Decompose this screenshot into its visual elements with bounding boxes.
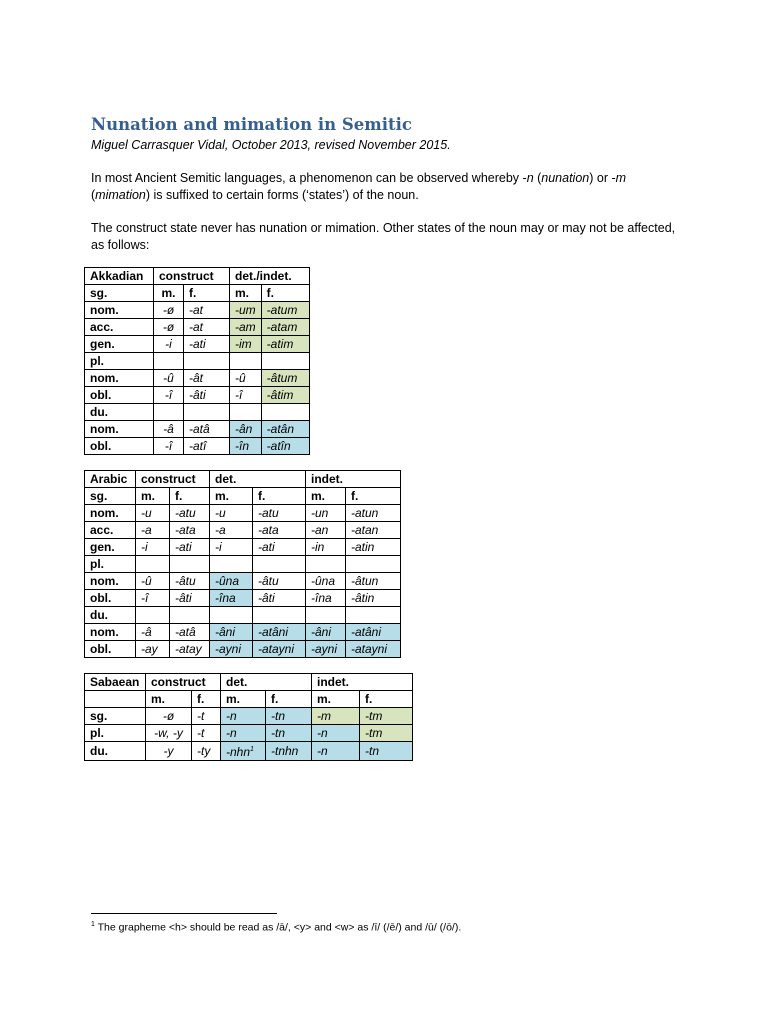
table-header-row xyxy=(85,674,413,691)
table-cell: m. xyxy=(210,488,253,505)
table-row xyxy=(85,725,413,742)
table-cell: -atâ xyxy=(170,624,210,641)
text: nunation xyxy=(541,171,590,185)
table-cell: -ayni xyxy=(306,641,346,658)
table-cell: -âtin xyxy=(346,590,401,607)
table-cell: -u xyxy=(210,505,253,522)
table-cell: -atîn xyxy=(261,438,309,455)
table-cell: -âni xyxy=(306,624,346,641)
table-cell: f. xyxy=(360,691,413,708)
table-cell: -âtu xyxy=(253,573,306,590)
table-cell: -ayni xyxy=(210,641,253,658)
table-cell xyxy=(85,691,146,708)
table-cell: -atun xyxy=(346,505,401,522)
table-title: Akkadian xyxy=(85,268,154,285)
footnote-marker: 1 xyxy=(91,921,95,928)
table-cell: -atim xyxy=(261,336,309,353)
table-title: Arabic xyxy=(85,471,136,488)
row-label: sg. xyxy=(85,488,136,505)
table-cell: f. xyxy=(192,691,221,708)
table-cell: -t xyxy=(192,708,221,725)
column-group: det. xyxy=(221,674,312,691)
row-label: du. xyxy=(85,607,136,624)
text: n xyxy=(526,171,534,185)
table-cell: -âti xyxy=(253,590,306,607)
footnote-separator xyxy=(91,913,277,914)
table-cell xyxy=(210,607,253,624)
table-cell: -m xyxy=(312,708,360,725)
row-label: acc. xyxy=(85,522,136,539)
table-cell: -atayni xyxy=(253,641,306,658)
table-cell xyxy=(253,556,306,573)
table-row xyxy=(85,421,310,438)
table-cell: -n xyxy=(221,725,266,742)
table-cell xyxy=(346,556,401,573)
column-group: construct xyxy=(146,674,221,691)
row-label: nom. xyxy=(85,624,136,641)
table-cell: -a xyxy=(210,522,253,539)
table-cell: -a xyxy=(136,522,170,539)
table-cell: f. xyxy=(346,488,401,505)
text: ( xyxy=(533,171,542,185)
table-cell: f. xyxy=(261,285,309,302)
table-cell: -ati xyxy=(170,539,210,556)
column-group: indet. xyxy=(306,471,401,488)
table-row xyxy=(85,624,401,641)
column-group: indet. xyxy=(312,674,413,691)
table-cell xyxy=(221,742,266,761)
column-group: det./indet. xyxy=(230,268,310,285)
table-row xyxy=(85,556,401,573)
table-cell: -tm xyxy=(360,725,413,742)
table-cell: -an xyxy=(306,522,346,539)
table-cell: m. xyxy=(221,691,266,708)
table-cell xyxy=(136,607,170,624)
table-cell: -atayni xyxy=(346,641,401,658)
table-cell: -atan xyxy=(346,522,401,539)
table-cell: -â xyxy=(136,624,170,641)
table-cell: -âtim xyxy=(261,387,309,404)
table-cell xyxy=(170,607,210,624)
table-cell: -ty xyxy=(192,742,221,761)
row-label: pl. xyxy=(85,556,136,573)
column-group: det. xyxy=(210,471,306,488)
table-cell: -tn xyxy=(266,725,312,742)
row-label: nom. xyxy=(85,370,154,387)
row-label: obl. xyxy=(85,438,154,455)
table-row xyxy=(85,336,310,353)
table-cell: -tnhn xyxy=(266,742,312,761)
table-cell: -î xyxy=(230,387,262,404)
table-cell: -âti xyxy=(170,590,210,607)
row-label: gen. xyxy=(85,336,154,353)
table-cell: -n xyxy=(221,708,266,725)
table-cell xyxy=(184,353,230,370)
table-cell: -atu xyxy=(170,505,210,522)
table-cell: -ø xyxy=(146,708,192,725)
table-row xyxy=(85,488,401,505)
table-cell: -u xyxy=(136,505,170,522)
table-row xyxy=(85,353,310,370)
table-cell: -ati xyxy=(253,539,306,556)
table-row xyxy=(85,319,310,336)
table-cell: -n xyxy=(312,725,360,742)
table-cell: m. xyxy=(230,285,262,302)
table-cell: -at xyxy=(184,302,230,319)
table-cell: -âtum xyxy=(261,370,309,387)
table-cell: -ân xyxy=(230,421,262,438)
footnote xyxy=(91,921,461,934)
row-label: nom. xyxy=(85,421,154,438)
footnote-ref: 1 xyxy=(250,746,254,753)
table-row xyxy=(85,708,413,725)
akkadian-table xyxy=(84,267,310,455)
table-cell: -atâni xyxy=(346,624,401,641)
table-cell: -ata xyxy=(170,522,210,539)
table-cell: -atay xyxy=(170,641,210,658)
table-cell: -atâ xyxy=(184,421,230,438)
row-label: nom. xyxy=(85,573,136,590)
column-group: construct xyxy=(136,471,210,488)
text: m xyxy=(615,171,627,185)
table-cell: m. xyxy=(306,488,346,505)
table-cell: -in xyxy=(306,539,346,556)
table-row xyxy=(85,438,310,455)
table-cell xyxy=(230,353,262,370)
table-cell: -i xyxy=(210,539,253,556)
table-cell: -atî xyxy=(184,438,230,455)
table-row xyxy=(85,742,413,761)
row-label: obl. xyxy=(85,641,136,658)
table-title: Sabaean xyxy=(85,674,146,691)
table-cell: -i xyxy=(136,539,170,556)
table-cell: -îna xyxy=(210,590,253,607)
row-label: nom. xyxy=(85,505,136,522)
table-cell xyxy=(306,556,346,573)
table-cell: f. xyxy=(266,691,312,708)
table-cell: -am xyxy=(230,319,262,336)
table-cell: f. xyxy=(253,488,306,505)
table-cell: -tm xyxy=(360,708,413,725)
table-cell: -âti xyxy=(184,387,230,404)
sabaean-table xyxy=(84,673,413,761)
construct-paragraph: The construct state never has nunation or mimation. Other states of the noun may or may not be affected, as follows: xyxy=(91,221,676,252)
author-line: Miguel Carrasquer Vidal, October 2013, revised November 2015. xyxy=(91,138,451,152)
footnote-text: The grapheme <h> should be read as /ā/, <y> and <w> as /ī/ (/ē/) and /ū/ (/ō/). xyxy=(94,921,462,934)
table-cell: -în xyxy=(230,438,262,455)
row-label: pl. xyxy=(85,353,154,370)
table-cell: -atâni xyxy=(253,624,306,641)
table-cell: -tn xyxy=(266,708,312,725)
table-row xyxy=(85,539,401,556)
table-cell: -ati xyxy=(184,336,230,353)
text: ) or - xyxy=(589,171,616,185)
table-cell: -at xyxy=(184,319,230,336)
table-cell: -atân xyxy=(261,421,309,438)
row-label: sg. xyxy=(85,708,146,725)
table-cell: -û xyxy=(136,573,170,590)
table-row xyxy=(85,641,401,658)
table-cell: -ûna xyxy=(306,573,346,590)
table-row xyxy=(85,370,310,387)
table-cell: -t xyxy=(192,725,221,742)
table-row xyxy=(85,302,310,319)
text: ( xyxy=(91,188,96,202)
table-row xyxy=(85,522,401,539)
table-cell: -im xyxy=(230,336,262,353)
table-cell xyxy=(154,353,184,370)
table-cell xyxy=(230,404,262,421)
table-cell xyxy=(261,353,309,370)
row-label: du. xyxy=(85,742,146,761)
table-row xyxy=(85,573,401,590)
table-row xyxy=(85,404,310,421)
table-cell: f. xyxy=(170,488,210,505)
column-group: construct xyxy=(154,268,230,285)
table-cell: -w, -y xyxy=(146,725,192,742)
table-cell: -n xyxy=(312,742,360,761)
table-cell: -ata xyxy=(253,522,306,539)
table-cell: -i xyxy=(154,336,184,353)
table-cell: -â xyxy=(154,421,184,438)
table-cell: m. xyxy=(312,691,360,708)
table-row xyxy=(85,590,401,607)
table-cell: -î xyxy=(154,438,184,455)
row-label: acc. xyxy=(85,319,154,336)
row-label: obl. xyxy=(85,387,154,404)
table-cell xyxy=(253,607,306,624)
table-row xyxy=(85,607,401,624)
row-label: nom. xyxy=(85,302,154,319)
table-row xyxy=(85,505,401,522)
table-cell: -î xyxy=(136,590,170,607)
table-cell: m. xyxy=(154,285,184,302)
table-cell: -û xyxy=(154,370,184,387)
table-cell: -tn xyxy=(360,742,413,761)
text: mimation xyxy=(95,188,146,202)
row-label: obl. xyxy=(85,590,136,607)
table-cell: f. xyxy=(184,285,230,302)
table-cell: -ûna xyxy=(210,573,253,590)
table-cell: -û xyxy=(230,370,262,387)
table-row xyxy=(85,387,310,404)
table-cell: -un xyxy=(306,505,346,522)
cell-text: -nhn xyxy=(226,745,251,759)
table-cell: -atum xyxy=(261,302,309,319)
table-cell xyxy=(306,607,346,624)
intro-paragraph xyxy=(91,170,691,204)
table-cell xyxy=(170,556,210,573)
table-cell: -ât xyxy=(184,370,230,387)
table-row xyxy=(85,285,310,302)
table-cell: -um xyxy=(230,302,262,319)
table-row xyxy=(85,691,413,708)
table-cell: -î xyxy=(154,387,184,404)
table-header-row xyxy=(85,268,310,285)
table-cell: -îna xyxy=(306,590,346,607)
table-header-row xyxy=(85,471,401,488)
row-label: sg. xyxy=(85,285,154,302)
table-cell: -atu xyxy=(253,505,306,522)
table-cell xyxy=(136,556,170,573)
table-cell: -ø xyxy=(154,319,184,336)
table-cell: m. xyxy=(146,691,192,708)
table-cell: -y xyxy=(146,742,192,761)
table-cell xyxy=(210,556,253,573)
table-cell: -âtun xyxy=(346,573,401,590)
table-cell: -âni xyxy=(210,624,253,641)
row-label: du. xyxy=(85,404,154,421)
row-label: pl. xyxy=(85,725,146,742)
text: In most Ancient Semitic languages, a phenomenon can be observed whereby - xyxy=(91,171,527,185)
table-cell: -atin xyxy=(346,539,401,556)
table-cell: -ø xyxy=(154,302,184,319)
table-cell xyxy=(261,404,309,421)
row-label: gen. xyxy=(85,539,136,556)
table-cell: -ay xyxy=(136,641,170,658)
table-cell xyxy=(154,404,184,421)
table-cell: -âtu xyxy=(170,573,210,590)
text: ) is suffixed to certain forms (‘states’) of the noun. xyxy=(145,188,419,202)
table-cell: -atam xyxy=(261,319,309,336)
page-title: Nunation and mimation in Semitic xyxy=(91,115,412,134)
arabic-table xyxy=(84,470,401,658)
table-cell: m. xyxy=(136,488,170,505)
table-cell xyxy=(346,607,401,624)
table-cell xyxy=(184,404,230,421)
